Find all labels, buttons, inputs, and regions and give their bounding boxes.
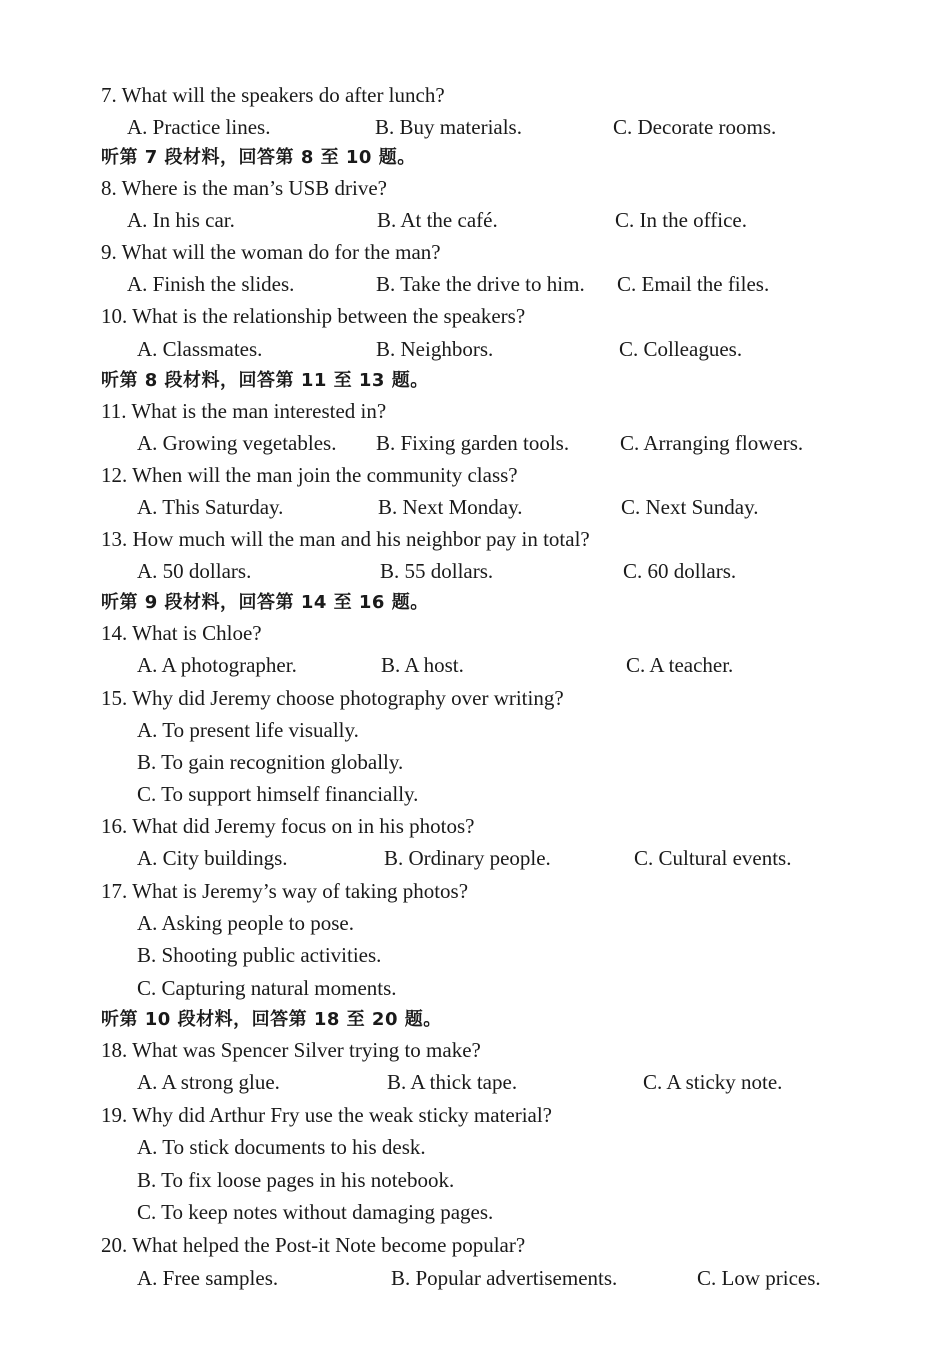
question-20: 20. What helped the Post-it Note become popular?: [101, 1233, 526, 1257]
option-12a: A. This Saturday.: [137, 495, 284, 519]
question-14: 14. What is Chloe?: [101, 621, 262, 645]
option-11b: B. Fixing garden tools.: [376, 431, 570, 455]
option-19a: A. To stick documents to his desk.: [137, 1135, 426, 1159]
question-18: 18. What was Spencer Silver trying to make?: [101, 1038, 481, 1062]
option-19c: C. To keep notes without damaging pages.: [137, 1200, 494, 1224]
option-10b: B. Neighbors.: [376, 337, 494, 361]
option-17b: B. Shooting public activities.: [137, 943, 382, 967]
option-17c: C. Capturing natural moments.: [137, 976, 397, 1000]
question-8: 8. Where is the man’s USB drive?: [101, 176, 387, 200]
section-heading-10: 听第 10 段材料，回答第 18 至 20 题。: [101, 1009, 442, 1030]
question-12: 12. When will the man join the community class?: [101, 463, 518, 487]
question-7: 7. What will the speakers do after lunch?: [101, 83, 445, 107]
option-15c: C. To support himself financially.: [137, 782, 419, 806]
option-11a: A. Growing vegetables.: [137, 431, 337, 455]
option-17a: A. Asking people to pose.: [137, 911, 354, 935]
option-11c: C. Arranging flowers.: [620, 431, 804, 455]
option-8b: B. At the café.: [377, 208, 498, 232]
option-16b: B. Ordinary people.: [384, 846, 551, 870]
option-18c: C. A sticky note.: [643, 1070, 783, 1094]
question-9: 9. What will the woman do for the man?: [101, 240, 441, 264]
option-19b: B. To fix loose pages in his notebook.: [137, 1168, 455, 1192]
section-heading-8: 听第 8 段材料，回答第 11 至 13 题。: [101, 370, 429, 391]
option-14b: B. A host.: [381, 653, 464, 677]
question-17: 17. What is Jeremy’s way of taking photos?: [101, 879, 469, 903]
option-18b: B. A thick tape.: [387, 1070, 518, 1094]
option-10c: C. Colleagues.: [619, 337, 743, 361]
option-9a: A. Finish the slides.: [127, 272, 295, 296]
option-16c: C. Cultural events.: [634, 846, 792, 870]
option-20c: C. Low prices.: [697, 1266, 821, 1290]
option-7b: B. Buy materials.: [375, 115, 522, 139]
question-16: 16. What did Jeremy focus on in his photos?: [101, 814, 475, 838]
question-15: 15. Why did Jeremy choose photography over writing?: [101, 686, 564, 710]
option-13a: A. 50 dollars.: [137, 559, 252, 583]
option-20a: A. Free samples.: [137, 1266, 279, 1290]
option-14c: C. A teacher.: [626, 653, 734, 677]
option-18a: A. A strong glue.: [137, 1070, 280, 1094]
option-7c: C. Decorate rooms.: [613, 115, 777, 139]
option-7a: A. Practice lines.: [127, 115, 271, 139]
option-15b: B. To gain recognition globally.: [137, 750, 404, 774]
section-heading-7: 听第 7 段材料，回答第 8 至 10 题。: [101, 147, 416, 168]
option-9c: C. Email the files.: [617, 272, 770, 296]
option-10a: A. Classmates.: [137, 337, 263, 361]
option-13b: B. 55 dollars.: [380, 559, 494, 583]
option-8a: A. In his car.: [127, 208, 235, 232]
option-8c: C. In the office.: [615, 208, 747, 232]
option-20b: B. Popular advertisements.: [391, 1266, 618, 1290]
option-13c: C. 60 dollars.: [623, 559, 737, 583]
question-19: 19. Why did Arthur Fry use the weak sticky material?: [101, 1103, 553, 1127]
section-heading-9: 听第 9 段材料，回答第 14 至 16 题。: [101, 592, 429, 613]
question-10: 10. What is the relationship between the speakers?: [101, 304, 526, 328]
option-12b: B. Next Monday.: [378, 495, 523, 519]
option-16a: A. City buildings.: [137, 846, 288, 870]
question-11: 11. What is the man interested in?: [101, 399, 387, 423]
option-14a: A. A photographer.: [137, 653, 297, 677]
question-13: 13. How much will the man and his neighbor pay in total?: [101, 527, 590, 551]
option-9b: B. Take the drive to him.: [376, 272, 585, 296]
option-15a: A. To present life visually.: [137, 718, 359, 742]
option-12c: C. Next Sunday.: [621, 495, 759, 519]
